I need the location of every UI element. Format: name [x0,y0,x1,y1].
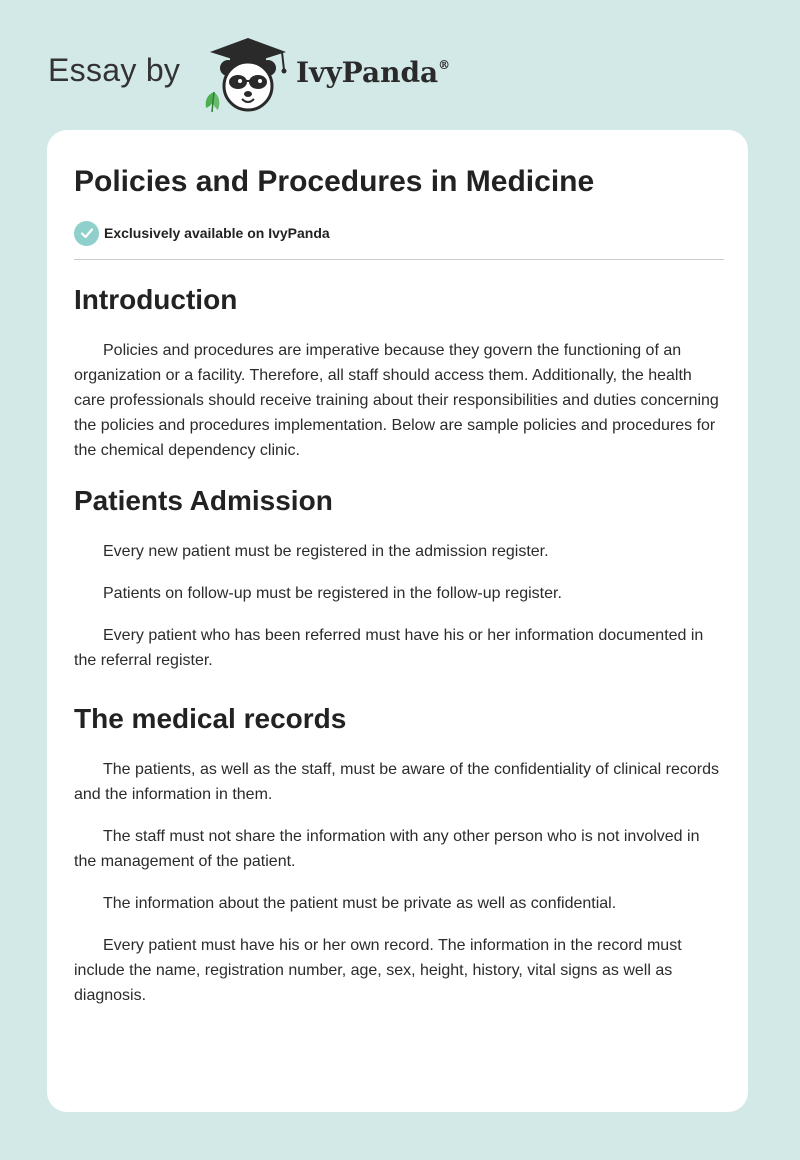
section-heading: Introduction [74,284,238,315]
brand-name-text: IvyPanda [296,56,439,89]
panda-logo-icon [200,34,296,114]
registered-mark: ® [438,58,451,72]
exclusive-badge [74,220,724,246]
page-title: Policies and Procedures in Medicine [74,165,595,198]
site-header [48,30,748,110]
paragraph: The patients, as well as the staff, must be aware of the confidentiality of clinical records and the information in them. [74,761,720,803]
paragraph: Every patient must have his or her own record. The information in the record must include the name, registration number, age, sex, height, history, vital signs as well as diagnosis. [74,937,682,1004]
paragraph: Every patient who has been referred must have his or her information documented in the referral register. [74,627,704,669]
essay-by-label: Essay by [48,52,181,88]
exclusive-badge-text: Exclusively available on IvyPanda [104,225,330,241]
paragraph: The staff must not share the information with any other person who is not involved in the management of the patient. [74,828,700,870]
section-heading: Patients Admission [74,485,333,516]
brand-name[interactable] [296,56,450,89]
section-patients-admission [74,483,724,673]
essay-content [74,162,724,1008]
essay-card [47,130,748,1112]
paragraph: Policies and procedures are imperative because they govern the functioning of an organization or a facility. Therefore, all staff should access them. Additionally, the health care professionals should receive training about their responsibilities and duties concerning the policies and procedures implementation. Below are sample policies and procedures for the chemical dependency clinic. [74,342,719,459]
title-divider [74,259,724,260]
paragraph: Patients on follow-up must be registered in the follow-up register. [103,585,562,602]
section-medical-records [74,701,724,1008]
check-circle-icon [74,221,99,246]
paragraph: The information about the patient must be private as well as confidential. [103,895,617,912]
section-introduction [74,282,724,463]
paragraph: Every new patient must be registered in the admission register. [103,543,549,560]
section-heading: The medical records [74,703,347,734]
